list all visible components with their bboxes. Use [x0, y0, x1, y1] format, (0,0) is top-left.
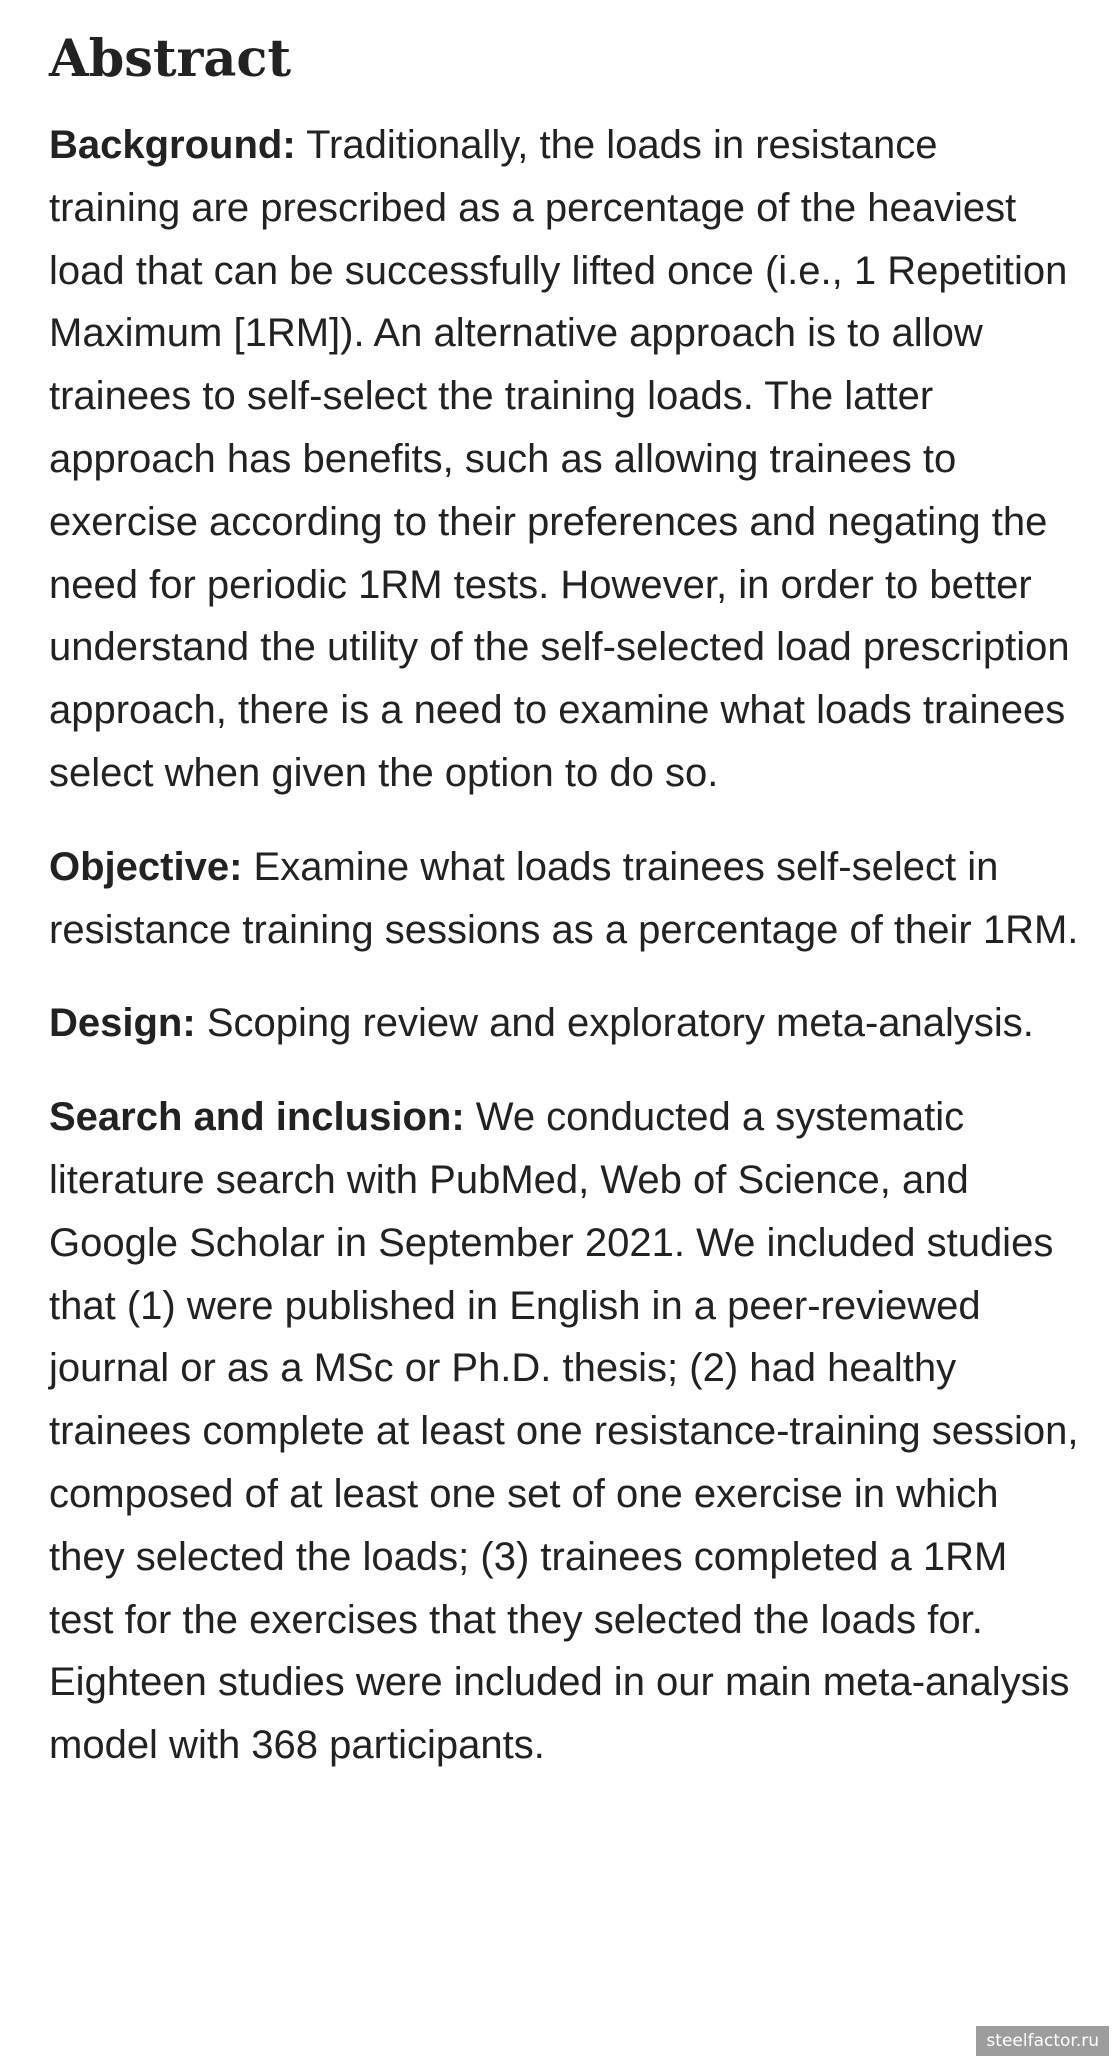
watermark: steelfactor.ru	[976, 2026, 1109, 2056]
design-text: Scoping review and exploratory meta-analysis.	[206, 1001, 1034, 1046]
design-paragraph	[49, 992, 1079, 1055]
abstract-heading: Abstract	[49, 29, 292, 89]
background-paragraph	[49, 114, 1079, 805]
objective-text: Examine what loads trainees self-select in resistance training sessions as a percentage of their 1RM.	[49, 844, 1079, 952]
objective-label: Objective:	[49, 844, 243, 889]
background-label: Background:	[49, 123, 296, 167]
objective-paragraph	[49, 836, 1079, 962]
design-label: Design:	[49, 1001, 196, 1046]
search-inclusion-label: Search and inclusion:	[49, 1095, 465, 1140]
background-text: Traditionally, the loads in resistance training are prescribed as a percentage of the heaviest load that can be successfully lifted once (i.e., 1 Repetition Maximum [1RM]). An alternative approach is to allow trainees to self-select the training loads. The latter approach has benefits, such as allowing trainees to exercise according to their preferences and negating the need for periodic 1RM tests. However, in order to better understand the utility of the self-selected load prescription approach, there is a need to examine what loads trainees select when given the option to do so.	[49, 123, 1070, 795]
abstract-article	[49, 18, 1079, 1808]
search-inclusion-text: We conducted a systematic literature search with PubMed, Web of Science, and Google Scholar in September 2021. We included studies that (1) were published in English in a peer-reviewed journal or as a MSc or Ph.D. thesis; (2) had healthy trainees complete at least one resistance-training session, composed of at least one set of one exercise in which they selected the loads; (3) trainees completed a 1RM test for the exercises that they selected the loads for. Eighteen studies were included in our main meta-analysis model with 368 participants.	[49, 1095, 1079, 1768]
search-inclusion-paragraph	[49, 1086, 1079, 1777]
